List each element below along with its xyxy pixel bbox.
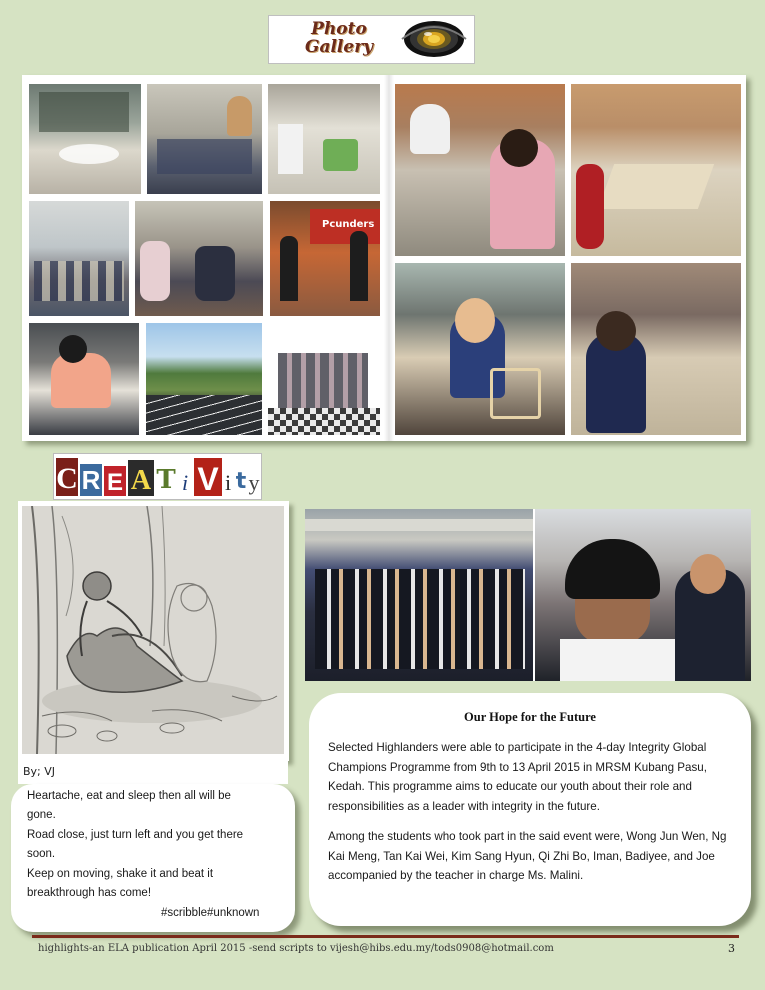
photo-students-sitting xyxy=(135,201,263,316)
photo-girls-dining xyxy=(395,263,565,435)
page-number: 3 xyxy=(728,942,735,955)
sketch-byline: By; VJ xyxy=(23,765,56,778)
sketch-byline-box xyxy=(18,760,288,784)
creativity-banner xyxy=(53,453,262,500)
photo-dining-boys xyxy=(395,84,565,256)
photo-collage xyxy=(22,75,746,441)
poem-line: gone. xyxy=(27,809,56,821)
creativity-letter-y: y xyxy=(248,470,260,495)
poem-box xyxy=(11,784,295,932)
poem-line: Heartache, eat and sleep then all will be xyxy=(27,790,231,802)
collage-spine xyxy=(384,75,394,441)
photo-selfie xyxy=(535,509,751,681)
photo-gallery-logo xyxy=(268,15,475,64)
footer-text: highlights-an ELA publication April 2015 -send scripts to vijesh@hibs.edu.my/tods0908@hotmail.com xyxy=(38,943,554,954)
creativity-letter-t: T xyxy=(156,465,176,495)
article-paragraph-1: Selected Highlanders were able to participate in the 4-day Integrity Global Champions Programme from 9th to 13 April 2015 in MRSM Kubang Pasu, Kedah. This programme aims to educate our youth about their role and responsibilities as a leader with integrity in the future. xyxy=(328,741,707,813)
article-paragraph-2: Among the students who took part in the said event were, Wong Jun Wen, Ng Kai Meng, Tan Kai Wei, Kim Sang Hyun, Qi Zhi Bo, Iman, Badiyee, and Joe accompanied by the teacher in charge Ms. Malini. xyxy=(328,830,727,882)
photo-kitchen-pots xyxy=(268,84,380,194)
logo-text-line2: Gallery xyxy=(304,37,374,57)
creativity-letter-t2: t xyxy=(235,469,247,494)
photo-boy-eating xyxy=(571,263,741,435)
article-box xyxy=(309,693,751,926)
poem-line: Road close, just turn left and you get there xyxy=(27,829,244,841)
photo-group-classroom xyxy=(305,509,533,681)
photo-running-track xyxy=(146,323,262,435)
creativity-letter-e: E xyxy=(106,469,124,496)
creativity-letters xyxy=(54,454,261,499)
photo-exam-hall xyxy=(29,201,129,316)
poem-line: Keep on moving, shake it and beat it xyxy=(27,868,214,880)
photo-classroom xyxy=(29,84,141,194)
photo-hall-gathering xyxy=(268,323,380,435)
photo-student-writing xyxy=(29,323,139,435)
camera-lens-icon xyxy=(394,19,468,59)
poem-line: breakthrough has come! xyxy=(27,887,152,899)
creativity-letter-i: i xyxy=(181,470,189,495)
footer-rule xyxy=(32,935,739,938)
article-title: Our Hope for the Future xyxy=(464,710,596,724)
poem-line: soon. xyxy=(27,848,56,860)
creativity-letter-r: R xyxy=(81,465,101,495)
banner-text: Pcunders xyxy=(322,219,375,230)
logo-text xyxy=(279,20,399,56)
photo-dining-table xyxy=(571,84,741,256)
pencil-sketch-image xyxy=(22,506,284,754)
creativity-letter-a: A xyxy=(130,465,152,496)
creativity-letter-i2: i xyxy=(224,470,232,495)
sketch-drawing xyxy=(22,506,284,754)
photo-speakers-stage xyxy=(270,201,380,316)
creativity-letter-v: V xyxy=(197,461,219,497)
poem-signature: #scribble#unknown xyxy=(161,907,260,919)
logo-text-line1: Photo xyxy=(311,19,367,39)
group-photos xyxy=(305,509,751,681)
creativity-letter-c: C xyxy=(56,462,78,495)
photo-students-desks xyxy=(147,84,262,194)
